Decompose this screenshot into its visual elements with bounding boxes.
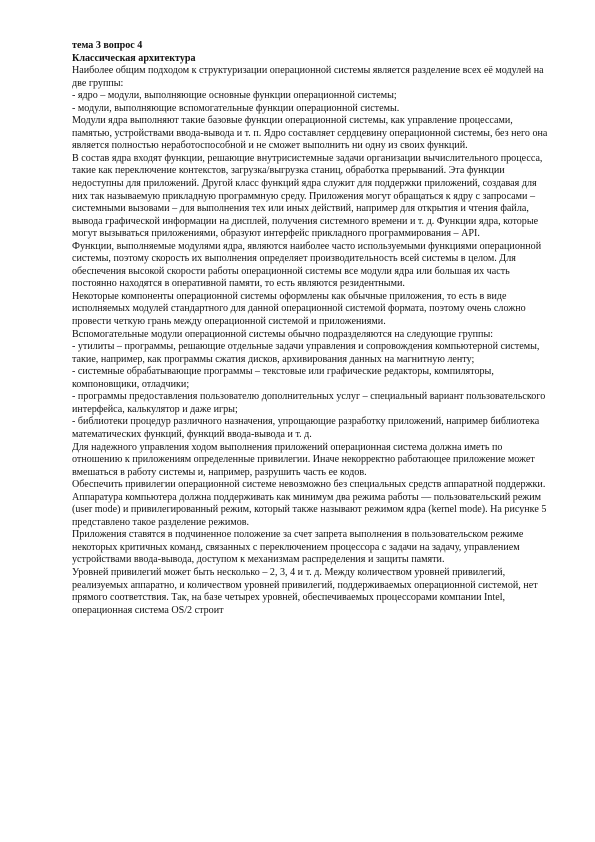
paragraph-subordinate-apps: Приложения ставятся в подчиненное положение за счет запрета выполнения в пользовательском режиме некоторых критичных команд, связанных с переключением процессора с задачи на задачу, управлением устройствами ввода-вывода, доступом к механизмам распределения и защиты памяти.: [72, 529, 524, 566]
list-item-processing-programs: - системные обрабатывающие программы – текстовые или графические редакторы, компиляторы, компоновщики, отладчики;: [72, 366, 494, 390]
paragraph-intro: Наиболее общим подходом к структуризации операционной системы является разделение всех её модулей на две группы:: [72, 65, 544, 89]
document-heading: Классическая архитектура: [72, 52, 196, 64]
paragraph-kernel-composition: В состав ядра входят функции, решающие внутрисистемные задачи организации вычислительного процесса, такие как переключение контекстов, загрузка/выгрузка станиц, обработка прерываний. Эта функции недоступны для приложений. Другой класс функций ядра служит для поддержки приложений, создавая для них так называемую прикладную программную среду. Приложения могут обращаться к ядру с запросами – системными вызовами – для выполнения тех или иных действий, например для открытия и чтения файла, вывода графической информации на дисплей, получения системного времени и т. д. Функции ядра, которые могут вызываться приложениями, образуют интерфейс прикладного программирования – API.: [72, 152, 543, 240]
paragraph-auxiliary-groups: Вспомогательные модули операционной системы обычно подразделяются на следующие группы:: [72, 328, 494, 340]
paragraph-kernel-performance: Функции, выполняемые модулями ядра, являются наиболее часто используемыми функциями операционной системы, поэтому скорость их выполнения определяет производительность всей системы в целом. Для обеспечения высокой скорости работы операционной системы все модули ядра или большая их часть постоянно находятся в оперативной памяти, то есть являются резидентными.: [72, 240, 542, 290]
document-topic: тема 3 вопрос 4: [72, 40, 143, 51]
document-page: [72, 40, 552, 617]
paragraph-privilege-levels: Уровней привилегий может быть несколько – 2, 3, 4 и т. д. Между количеством уровней привилегий, реализуемых аппаратно, и количеством уровней привилегий, поддерживаемых операционной системой, нет прямого соответствия. Так, на базе четырех уровней, обеспечиваемых процессорами компании Intel, операционная система OS/2 строит: [72, 566, 538, 616]
paragraph-os-components: Некоторые компоненты операционной системы оформлены как обычные приложения, то есть в виде исполняемых модулей стандартного для данной операционной системой формата, поэтому очень сложно провести четкую грань между операционной системой и приложениями.: [72, 290, 526, 328]
paragraph-privileges: Для надежного управления ходом выполнения приложений операционная система должна иметь по отношению к приложениям определенные привилегии. Иначе некорректно работающее приложение может вмешаться в работу системы и, например, разрушить часть ее кодов.: [72, 441, 535, 478]
list-item-user-services: - программы предоставления пользователю дополнительных услуг – специальный вариант пользовательского интерфейса, калькулятор и даже игры;: [72, 391, 546, 415]
paragraph-hardware-support: Обеспечить привилегии операционной системе невозможно без специальных средств аппаратной поддержки. Аппаратура компьютера должна поддерживать как минимум два режима работы — пользовательский режим (user mode) и привилегированный режим, который также называют режимом ядра (kernel mode). На рисунке 5 представлено такое разделение режимов.: [72, 479, 547, 528]
list-item-kernel: - ядро – модули, выполняющие основные функции операционной системы;: [72, 90, 397, 102]
list-item-libraries: - библиотеки процедур различного назначения, упрощающие разработку приложений, например библиотека математических функций, функций ввода-вывода и т. д.: [72, 416, 540, 440]
paragraph-kernel-functions: Модули ядра выполняют такие базовые функции операционной системы, как управление процессами, памятью, устройствами ввода-вывода и т. п. Ядро составляет сердцевину операционной системы, без него она является полностью неработоспособной и не сможет выполнить ни одну из своих функций.: [72, 115, 548, 152]
list-item-auxiliary: - модули, выполняющие вспомогательные функции операционной системы.: [72, 102, 400, 114]
list-item-utilities: - утилиты – программы, решающие отдельные задачи управления и сопровождения компьютерной системы, такие, например, как программы сжатия дисков, архивирования данных на магнитную ленту;: [72, 341, 540, 365]
